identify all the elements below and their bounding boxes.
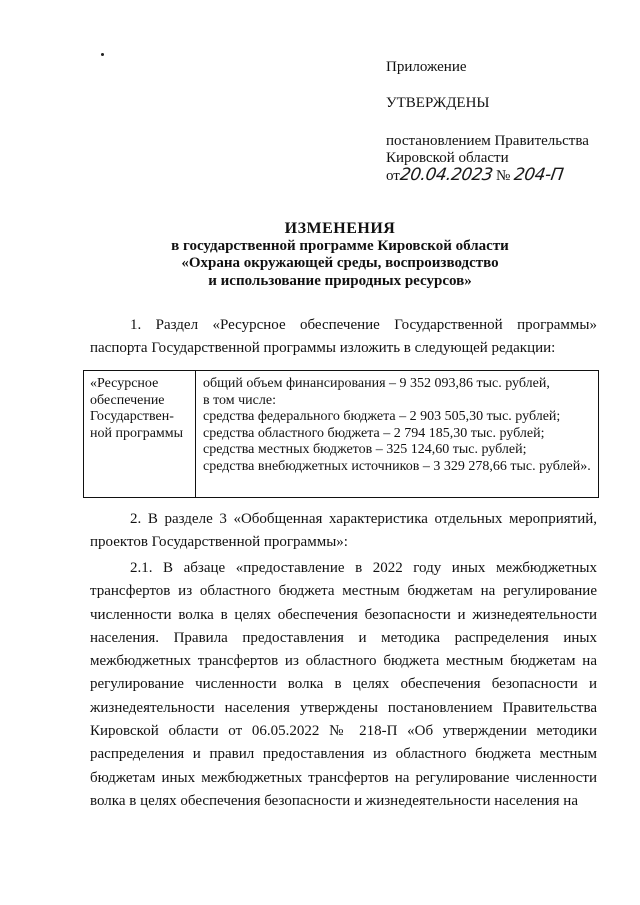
financing-table-label: «Ресурсное обеспечение Государствен-ной программы	[84, 371, 196, 497]
appendix-label: Приложение	[386, 59, 467, 75]
handwritten-date: 20.04.2023	[398, 165, 494, 185]
financing-table	[83, 370, 599, 498]
approved-label: УТВЕРЖДЕНЫ	[386, 95, 490, 111]
item-2-paragraph: 2. В разделе 3 «Обобщенная характеристика отдельных мероприятий, проектов Государственной программы»:	[90, 511, 597, 551]
title-line-3: «Охрана окружающей среды, воспроизводство	[181, 255, 499, 271]
decree-line-2: Кировской области	[386, 150, 509, 166]
financing-row: средства федерального бюджета – 2 903 505,30 тыс. рублей;	[203, 409, 561, 425]
financing-row: средства внебюджетных источников – 3 329 278,66 тыс. рублей».	[203, 458, 591, 474]
approval-block	[386, 59, 589, 185]
decree-date-line	[386, 167, 589, 185]
title-main: ИЗМЕНЕНИЯ	[284, 220, 396, 237]
date-prefix: от	[386, 168, 400, 184]
financing-row: в том числе:	[203, 392, 276, 408]
title-line-2: в государственной программе Кировской области	[171, 237, 509, 254]
title-line-4: и использование природных ресурсов»	[208, 272, 472, 289]
financing-row: средства местных бюджетов – 325 124,60 тыс. рублей;	[203, 442, 527, 458]
decree-line-1: постановлением Правительства	[386, 133, 589, 149]
document-title	[60, 220, 620, 290]
financing-row: общий объем финансирования – 9 352 093,86 тыс. рублей,	[203, 376, 550, 391]
handwritten-number: 204-П	[512, 165, 565, 185]
financing-table-values	[196, 371, 598, 497]
item-1-paragraph: 1. Раздел «Ресурсное обеспечение Государственной программы» паспорта Государственной программы изложить в следующей редакции:	[90, 317, 597, 357]
financing-row: средства областного бюджета – 2 794 185,30 тыс. рублей;	[203, 425, 545, 441]
number-prefix: №	[495, 168, 511, 184]
item-2-1-paragraph: 2.1. В абзаце «предоставление в 2022 году иных межбюджетных трансфертов из областного бюджета местным бюджетам на регулирование численности волка в целях обеспечения безопасности и жизнедеятельности населения. Правила предоставления и методика распределения иных межбюджетных трансфертов из областного бюджета местным бюджетам на регулирование численности волка в целях обеспечения безопасности и жизнедеятельности населения утверждены постановлением Правительства Кировской области от 06.05.2022 № 218-П «Об утверждении методики распределения и правил предоставления из областного бюджета местным бюджетам иных межбюджетных трансфертов на регулирование численности волка в целях обеспечения безопасности и жизнедеятельности населения на	[90, 560, 597, 809]
scan-speck	[101, 53, 104, 56]
